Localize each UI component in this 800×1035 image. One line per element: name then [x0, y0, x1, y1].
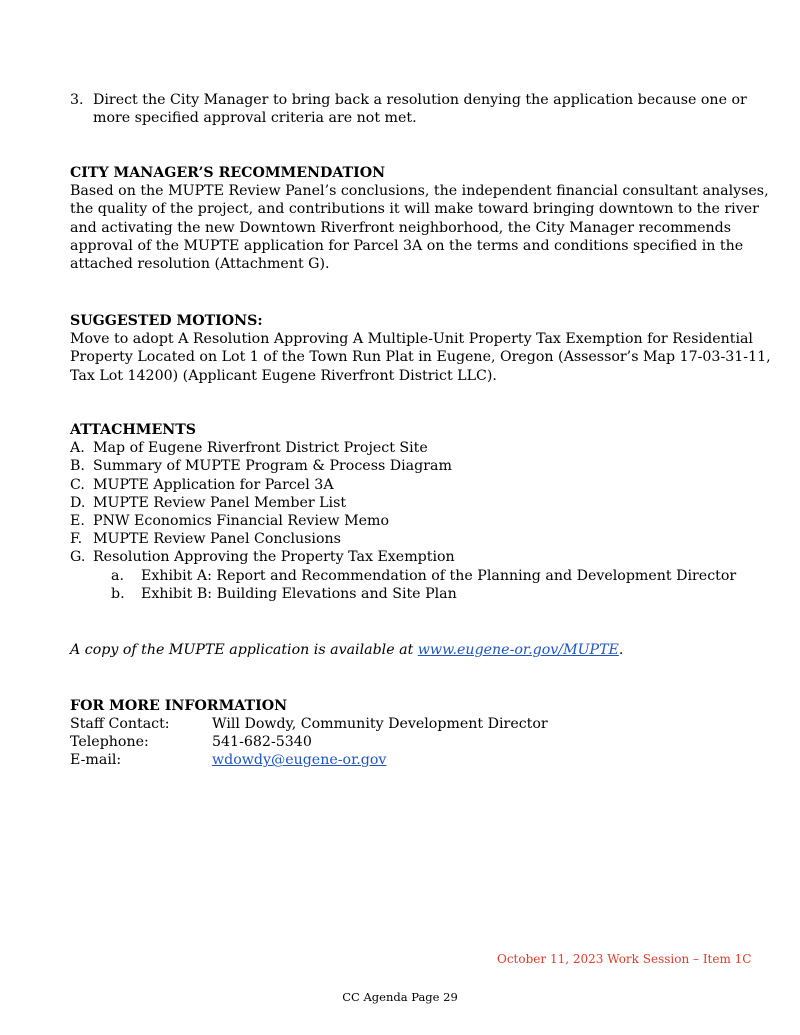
attachment-item — [70, 494, 750, 512]
more-info-section — [70, 697, 570, 769]
email-link[interactable]: wdowdy@eugene-or.gov — [212, 752, 387, 769]
attachment-marker: G. — [70, 549, 86, 566]
page-number: CC Agenda Page 29 — [342, 990, 458, 1004]
motion-line: Property Located on Lot 1 of the Town Run Plat in Eugene, Oregon (Assessor’s Map 17-03-31-11, — [70, 349, 771, 366]
motion-line: Tax Lot 14200) (Applicant Eugene Riverfront District LLC). — [70, 367, 497, 384]
attachments-heading: ATTACHMENTS — [70, 422, 197, 438]
staff-contact-row — [70, 715, 570, 733]
recommendation-line: the quality of the project, and contributions it will make toward bringing downtown to the river — [70, 201, 759, 218]
attachment-text: MUPTE Review Panel Member List — [93, 494, 347, 511]
availability-text: A copy of the MUPTE application is available at — [70, 642, 418, 658]
recommendation-line: attached resolution (Attachment G). — [70, 256, 330, 273]
attachment-marker: E. — [70, 512, 85, 529]
telephone-value: 541-682-5340 — [212, 734, 312, 751]
recommendation-body — [70, 182, 769, 273]
availability-note — [70, 641, 623, 659]
attachment-marker: C. — [70, 476, 85, 493]
attachment-text: Map of Eugene Riverfront District Project Site — [93, 440, 428, 457]
option-text-line-2: more specified approval criteria are not met. — [93, 110, 417, 126]
attachment-marker: B. — [70, 458, 85, 475]
attachment-marker: A. — [70, 440, 85, 457]
mupte-link[interactable]: www.eugene-or.gov/MUPTE — [417, 642, 619, 658]
telephone-label: Telephone: — [70, 734, 149, 751]
staff-contact-value: Will Dowdy, Community Development Director — [212, 716, 548, 733]
subitem-marker: a. — [111, 567, 124, 584]
subitem-marker: b. — [111, 585, 125, 602]
attachment-text: MUPTE Review Panel Conclusions — [93, 531, 341, 548]
more-info-heading: FOR MORE INFORMATION — [70, 698, 288, 714]
attachments-section — [70, 421, 750, 603]
attachment-subitem — [70, 585, 750, 603]
subitem-text: Exhibit A: Report and Recommendation of the Planning and Development Director — [141, 567, 737, 584]
attachment-item — [70, 457, 750, 475]
recommendation-section — [70, 164, 769, 273]
staff-contact-label: Staff Contact: — [70, 716, 170, 733]
attachment-text: PNW Economics Financial Review Memo — [93, 512, 390, 529]
motions-heading: SUGGESTED MOTIONS: — [70, 313, 263, 329]
recommendation-line: Based on the MUPTE Review Panel’s conclusions, the independent financial consultant analyses, — [70, 183, 769, 200]
motions-section — [70, 312, 771, 385]
option-text-line-1: Direct the City Manager to bring back a resolution denying the application because one or — [93, 92, 747, 108]
attachment-subitems — [70, 567, 750, 603]
recommendation-line: and activating the new Downtown Riverfront neighborhood, the City Manager recommends — [70, 219, 731, 236]
email-label: E-mail: — [70, 752, 122, 769]
recommendation-line: approval of the MUPTE application for Parcel 3A on the terms and conditions specified in the — [70, 237, 744, 254]
telephone-row — [70, 733, 570, 751]
attachment-item — [70, 530, 750, 548]
attachment-item — [70, 476, 750, 494]
footer-item-label: October 11, 2023 Work Session – Item 1C — [497, 952, 752, 966]
attachment-item — [70, 548, 750, 566]
subitem-text: Exhibit B: Building Elevations and Site Plan — [141, 585, 457, 602]
attachment-text: Resolution Approving the Property Tax Exemption — [93, 549, 455, 566]
attachment-item — [70, 512, 750, 530]
motion-line: Move to adopt A Resolution Approving A Multiple-Unit Property Tax Exemption for Residential — [70, 331, 753, 348]
option-number: 3. — [70, 92, 84, 108]
recommendation-heading: CITY MANAGER’S RECOMMENDATION — [70, 165, 386, 181]
attachment-subitem — [70, 567, 750, 585]
attachments-list — [70, 439, 750, 566]
availability-suffix: . — [618, 642, 624, 658]
attachment-marker: D. — [70, 494, 86, 511]
attachment-item — [70, 439, 750, 457]
attachment-text: Summary of MUPTE Program & Process Diagram — [93, 458, 452, 475]
attachment-text: MUPTE Application for Parcel 3A — [93, 476, 334, 493]
motions-body — [70, 330, 771, 385]
email-row — [70, 751, 570, 769]
attachment-marker: F. — [70, 531, 83, 548]
